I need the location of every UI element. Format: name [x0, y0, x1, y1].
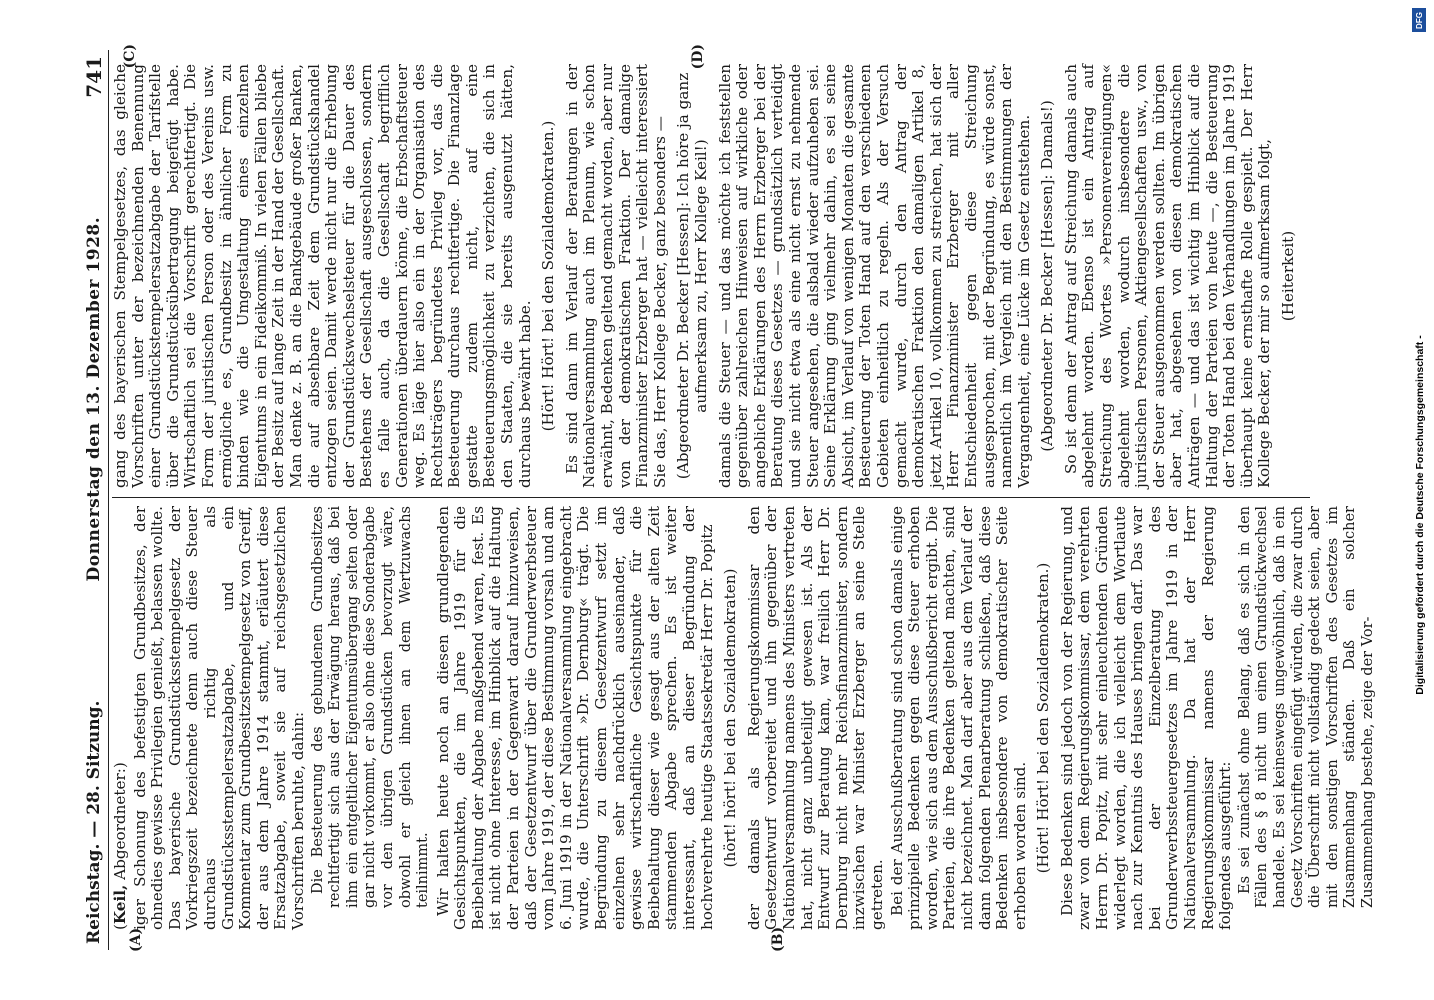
right-paragraph-3: damals die Steuer — und das möchte ich feststellen gegenüber zahlreichen Hinweisen auf wirkliche oder angebliche Erklärungen des Herrn Erzberger bei der Beratung dieses Gesetzes — grundsätzlich verteidigt und sie nicht etwa als eine nicht ernst zu nehmende Steuer angesehen, die alsbald wieder aufzuheben sei. Seine Erklärung ging vielmehr dahin, es sei seine Absicht, im Verlauf von wenigen Monaten die gesamte Besteuerung der Toten Hand auf den verschiedenen Gebieten einheitlich zu regeln. Als der Versuch gemacht wurde, durch den Antrag der demokratischen Fraktion den damaligen Artikel 8, jetzt Artikel 10, vollkommen zu streichen, hat sich der Herr Finanzminister Erzberger mit aller Entschiedenheit gegen diese Streichung ausgesprochen, mit der Begründung, es würde sonst, namentlich im Vergleich mit den Bestimmungen der Vergangenheit, eine Lücke im Gesetz entstehen.: [715, 64, 1033, 488]
left-quote-2: Es sei zunächst ohne Belang, daß es sich in den Fällen des § 8 nicht um einen Grundstückwechsel handele. Es sei keineswegs ungewöhnlich, daß in ein Gesetz Vorschriften eingefügt würden, die zwar durch die Überschrift nicht vollständig gedeckt seien, aber mit den sonstigen Vorschriften des Gesetzes im Zusammenhang ständen. Daß ein solcher Zusammenhang bestehe, zeige der Vor-: [1236, 506, 1376, 908]
scanned-page: [60, 44, 1376, 952]
margin-mark-c: (C): [122, 44, 138, 69]
left-paragraph-2: Wir halten heute noch an diesen grundlegenden Gesichtspunkten, die im Jahre 1919 für die Beibehaltung der Abgabe maßgebend waren, fest. Es ist nicht ohne Interesse, im Hinblick auf die Haltung der Parteien in der Gegenwart darauf hinzuweisen, daß der Gesetzentwurf über die Grunderwerbsteuer vom Jahre 1919, der diese Bestimmung vorsah und am 6. Juni 1919 in der Nationalversammlung eingebracht wurde, die Unterschrift »Dr. Dernburg« trägt. Die Begründung zu diesem Gesetzentwurf setzt im einzelnen sehr nachdrücklich auseinander, daß gewisse wirtschaftliche Gesichtspunkte für die Beibehaltung dieser wie gesagt aus der alten Zeit stammenden Abgabe sprechen. Es ist weiter interessant, daß an dieser Begründung der hochverehrte heutige Staatssekretär Herr Dr. Popitz: [433, 506, 716, 930]
left-interjection-1: (hört! hört! bei den Sozialdemokraten): [721, 568, 740, 868]
speaker-name: Keil,: [111, 884, 129, 925]
right-column: [112, 64, 1342, 488]
column-divider: [112, 497, 1310, 498]
right-paragraph-1: gang des bayerischen Stempelgesetzes, das gleiche Vorschriften unter der bezeichnenden Benennung einer Grundstückstempelersatzabgabe der Tarifstelle über die Grundstücksübertragung beigefügt habe. Wirtschaftlich sei die Vorschrift gerechtfertigt. Die Form der juristischen Person oder des Vereins usw. ermögliche es, Grundbesitz in ähnlicher Form zu binden wie die Umgestaltung eines einzelnen Eigentums in ein Fideikommiß. In vielen Fällen bliebe der Besitz auf lange Zeit in der Hand der Gesellschaft. Man denke z. B. an die Bankgebäude großer Banken, die auf absehbare Zeit dem Grundstückshandel entzogen seien. Damit werde nicht nur die Erhebung der Grundstückswechselsteuer für die Dauer des Bestehens der Gesellschaft ausgeschlossen, sondern es falle auch, da die Gesellschaft begrifflich Generationen überdauern könne, die Erbschaftsteuer weg. Es läge hier also ein in der Organisation des Rechtsträgers begründetes Privileg vor, das die Besteuerung durchaus rechtfertige. Die Finanzlage gestatte zudem nicht, auf eine Besteuerungsmöglichkeit zu verzichten, die sich in den Staaten, die sie bereits ausgenutzt hätten, durchaus bewährt habe.: [111, 64, 534, 488]
dfg-logo: [1412, 8, 1426, 32]
left-paragraph-1: iger Schonung des befestigten Grundbesitzes, der ohnedies gewisse Privilegien genießt, belassen wollte. Das bayerische Grundstücksstempelgesetz der Vorkriegszeit bezeichnete denn auch diese Steuer durchaus richtig als Grundstücksstempelersatzabgabe, und ein Kommentar zum Grundbesitzstempelgesetz von Greiff, der aus dem Jahre 1914 stammt, erläutert diese Ersatzabgabe, soweit sie auf reichsgesetzlichen Vorschriften beruhte, dahin:: [130, 506, 307, 930]
right-interjection-4: (Heiterkeit): [1279, 230, 1297, 322]
right-interjection-1: (Hört! Hört! bei den Sozialdemokraten.): [539, 120, 558, 432]
right-paragraph-2: Es sind dann im Verlauf der Beratungen in der Nationalversammlung auch im Plenum, wie schon erwähnt, Bedenken geltend gemacht worden, aber nur von der demokratischen Fraktion. Der damalige Finanzminister Erzberger hat — vielleicht interessiert Sie das, Herr Kollege Becker, ganz besonders —: [562, 64, 669, 488]
funding-sidebar: [1410, 40, 1430, 990]
speaker-role: Abgeordneter:: [111, 768, 129, 880]
speaker-line: (Keil, Abgeordneter:): [111, 762, 129, 930]
funding-notice: Digitalisierung gefördert durch die Deutsche Forschungsgemeinschaft -: [1414, 335, 1426, 695]
right-paragraph-4: So ist denn der Antrag auf Streichung damals auch abgelehnt worden. Ebenso ist ein Antrag auf Streichung des Wortes »Personenvereinigungen« abgelehnt worden, wodurch insbesondere die juristischen Personen, Aktiengesellschaften usw., von der Steuer ausgenommen werden sollten. Im übrigen aber hat, abgesehen von diesen demokratischen Anträgen — und das ist wichtig im Hinblick auf die Haltung der Parteien von heute —, die Besteuerung der Toten Hand bei den Verhandlungen im Jahre 1919 überhaupt keine ernsthafte Rolle gespielt. Der Herr Kollege Becker, der mir so aufmerksam folgt,: [1061, 64, 1274, 488]
left-column: [111, 506, 1376, 930]
page-number: 741: [82, 56, 107, 98]
dfg-logo-text: DFG: [1414, 11, 1424, 29]
margin-mark-b: (B): [770, 926, 786, 952]
right-interjection-2: (Abgeordneter Dr. Becker [Hessen]: Ich höre ja ganz aufmerksam zu, Herr Kollege Keil!): [674, 72, 710, 480]
margin-mark-a: (A): [128, 927, 144, 952]
left-paragraph-3: der damals als Regierungskommissar den Gesetzentwurf vorbereitet und ihn gegenüber der Nationalversammlung namens des Ministers vertreten hat, nicht ganz unbeteiligt gewesen ist. Als der Entwurf zur Beratung kam, war freilich Herr Dr. Dernburg nicht mehr Reichsfinanzminister, sondern inzwischen war Minister Erzberger an seine Stelle getreten.: [744, 506, 886, 930]
header-date: Donnerstag den 13. Dezember 1928.: [84, 216, 105, 582]
left-quote-1: Die Besteuerung des gebundenen Grundbesitzes rechtfertigt sich aus der Erwägung heraus, daß bei ihm ein entgeltlicher Eigentumsübergang selten oder gar nicht vorkommt, er also ohne diese Sonderabgabe vor den übrigen Grundstücken bevorzugt wäre, obwohl er gleich ihnen an dem Wertzuwachs teilnimmt.: [309, 506, 432, 908]
margin-mark-d: (D): [690, 44, 706, 70]
page-content-rotated: [70, 44, 1376, 952]
left-interjection-2: (Hört! Hört! bei den Sozialdemokraten.): [1034, 562, 1053, 874]
page-header: [70, 50, 109, 950]
left-paragraph-4: Bei der Ausschußberatung sind schon damals einige prinzipielle Bedenken gegen diese Steuer erhoben worden, wie sich aus dem Ausschußbericht ergibt. Die Parteien, die ihre Bedenken geltend machten, sind nicht bezeichnet. Man darf aber aus dem Verlauf der dann folgenden Plenarberatung schließen, daß diese Bedenken insbesondere von demokratischer Seite erhoben worden sind.: [887, 506, 1029, 930]
right-interjection-3: (Abgeordneter Dr. Becker [Hessen]: Damals!): [1038, 100, 1057, 452]
left-paragraph-5: Diese Bedenken sind jedoch von der Regierung, und zwar von dem Regierungskommissar, dem verehrten Herrn Dr. Popitz, mit sehr einleuchtenden Gründen widerlegt worden, die ich vielleicht dem Wortlaute nach zur Kenntnis des Hauses bringen darf. Das war bei der Einzelberatung des Grunderwerbssteuergesetzes im Jahre 1919 in der Nationalversammlung. Da hat der Herr Regierungskommissar namens der Regierung folgendes ausgeführt:: [1057, 506, 1235, 930]
header-left: Reichstag. — 28. Sitzung.: [84, 700, 105, 944]
